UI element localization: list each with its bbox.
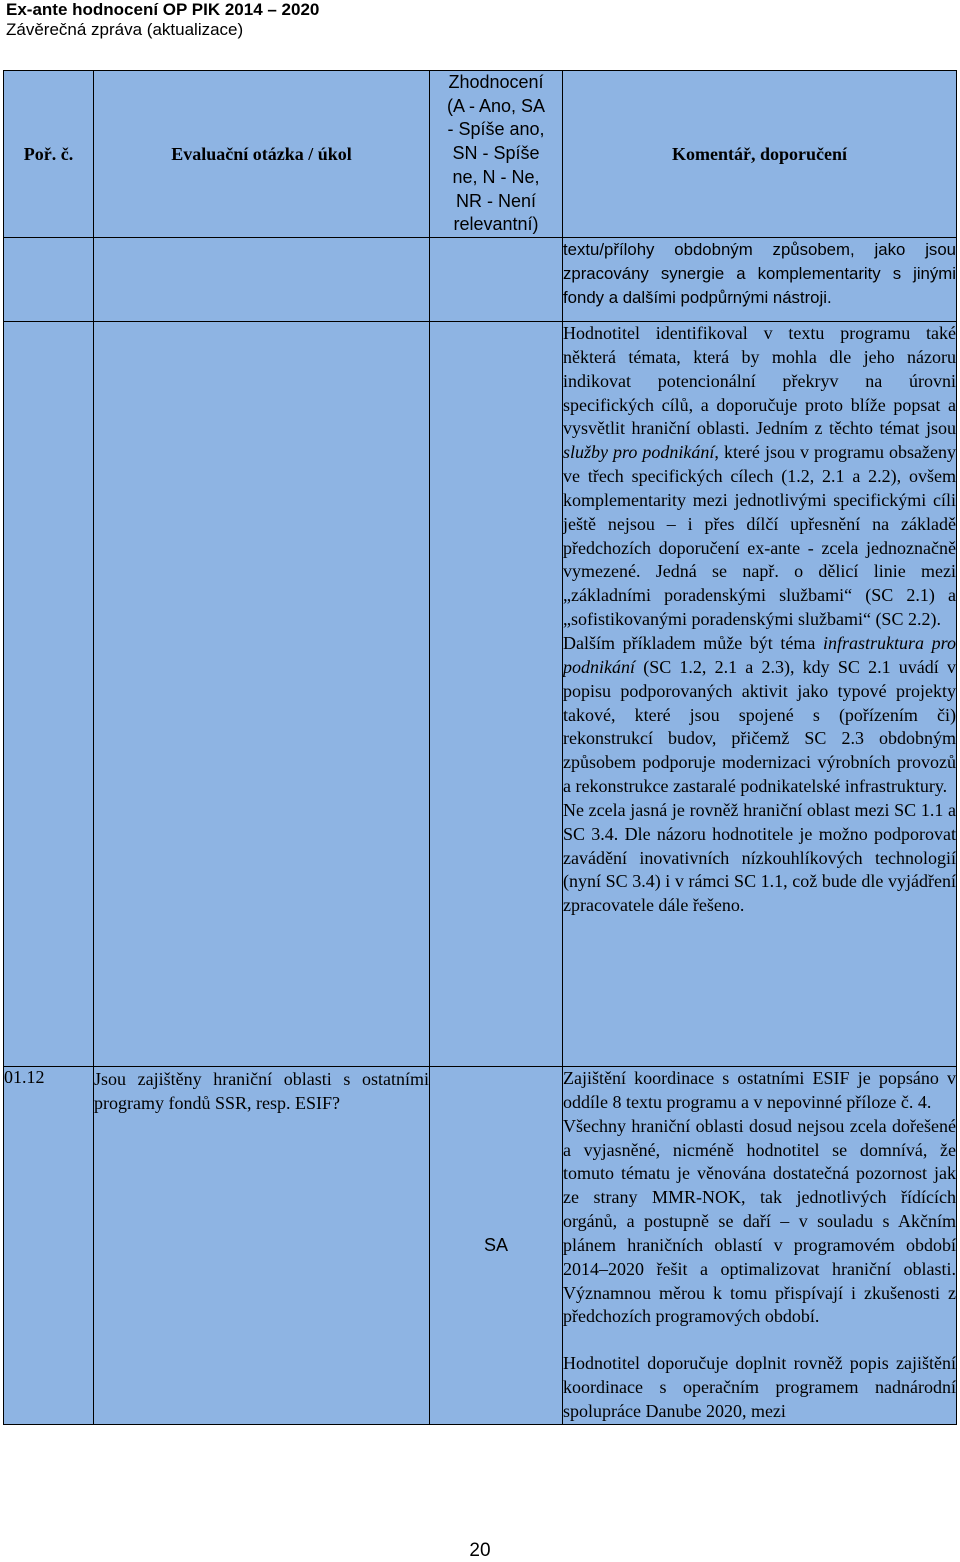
comment-paragraph: Hodnotitel doporučuje doplnit rovněž popis zajištění koordinace s operačním programem nadnárodní spolupráce Danube 2020, mezi — [563, 1353, 956, 1421]
cell-rating-empty — [430, 322, 563, 1067]
rating-header-line: Zhodnocení — [448, 72, 544, 93]
cell-comment — [563, 1067, 957, 1425]
comment-text: Dalším příkladem může být téma — [563, 632, 824, 653]
page-number: 20 — [469, 1540, 491, 1561]
cell-question: Jsou zajištěny hraniční oblasti s ostatními programy fondů SSR, resp. ESIF? — [94, 1067, 430, 1425]
comment-paragraph — [563, 322, 956, 632]
col-header-number: Poř. č. — [4, 71, 94, 238]
comment-text: , které jsou v programu obsaženy ve třech specifických cílech (1.2, 2.1 a 2.2), ovšem komplementarity mezi jednotlivými specifickými cíli ještě nejsou – i přes dílčí upřesnění na základě předchozích doporučení ex-ante - zcela jednoznačně vymezené. Jedná se např. o dělicí linie mezi „základními poradenskými službami“ (SC 2.1) a „sofistikovanými poradenskými službami“ (SC 2.2). — [563, 442, 957, 630]
col-header-rating — [430, 71, 563, 238]
rating-header-line: SN - Spíše — [452, 143, 540, 164]
document-title: Ex-ante hodnocení OP PIK 2014 – 2020 — [6, 0, 320, 19]
comment-paragraph: Zajištění koordinace s ostatními ESIF je popsáno v oddíle 8 textu programu a v nepovinné příloze č. 4. — [563, 1068, 956, 1112]
comment-paragraph: Ne zcela jasná je rovněž hraniční oblast mezi SC 1.1 a SC 3.4. Dle názoru hodnotitele je možno podporovat zavádění inovativních nízkouhlíkových technologií (nyní SC 3.4) i v rámci SC 1.1, což bude dle vyjádření zpracovatele dále řešeno. — [563, 799, 956, 916]
comment-paragraph: textu/přílohy obdobným způsobem, jako jsou zpracovány synergie a komplementarity s jinými fondy a dalšími podpůrnými nástroji. — [563, 240, 956, 307]
rating-header-line: (A - Ano, SA — [446, 95, 546, 116]
cell-rating-empty — [430, 238, 563, 322]
comment-paragraph — [563, 632, 956, 799]
comment-emphasis: infrastruktura pro podnikání — [563, 632, 956, 677]
table-row-continued — [4, 238, 957, 322]
document-subtitle: Závěrečná zpráva (aktualizace) — [6, 20, 244, 39]
paragraph-spacer — [563, 1329, 956, 1352]
rating-header-line: ne, N - Ne, — [452, 166, 540, 187]
cell-question-empty — [94, 238, 430, 322]
col-header-question: Evaluační otázka / úkol — [94, 71, 430, 238]
document-header — [6, 0, 319, 40]
cell-question-empty — [94, 322, 430, 1067]
comment-paragraph: Všechny hraniční oblasti dosud nejsou zcela dořešené a vyjasněné, nicméně hodnotitel se domnívá, že tomuto tématu je věnována dostatečná pozornost jak ze strany MMR-NOK, tak jednotlivých řídících orgánů, a postupně se daří – v souladu s Akčním plánem hraničních oblastí v programovém období 2014–2020 řešit a optimalizovat hraniční oblasti. Významnou měrou k tomu přispívají i zkušenosti z předchozích programových období. — [563, 1115, 956, 1327]
rating-header-line: relevantní) — [453, 214, 539, 235]
cell-comment-boundaries — [563, 322, 957, 1067]
rating-header-line: NR - Není — [455, 190, 536, 211]
table-row-boundaries — [4, 322, 957, 1067]
comment-text: (SC 1.2, 2.1 a 2.3), kdy SC 2.1 uvádí v popisu podporovaných aktivit jako typové projekty takové, které jsou spojené s (pořízením či) rekonstrukcí budov, přičemž SC 2.3 obdobným způsobem podporuje modernizaci výrobních provozů a rekonstrukce zastaralé podnikatelské infrastruktury. — [563, 656, 956, 797]
comment-emphasis: služby pro podnikání — [563, 442, 715, 463]
cell-num-empty — [4, 322, 94, 1067]
cell-rating: SA — [430, 1067, 563, 1425]
col-header-comment: Komentář, doporučení — [563, 71, 957, 238]
comment-text: Hodnotitel identifikoval v textu programu také některá témata, která by mohla dle jeho názoru indikovat potencionální překryv na úrovni specifických cílů, a doporučuje proto blíže popsat a vysvětlit hraniční oblasti. Jedním z těchto témat jsou — [563, 323, 956, 439]
cell-num-empty — [4, 238, 94, 322]
evaluation-table — [3, 70, 957, 1425]
table-header-row — [4, 71, 957, 238]
cell-comment-continued — [563, 238, 957, 322]
cell-num: 01.12 — [4, 1067, 94, 1425]
rating-header-line: - Spíše ano, — [447, 119, 545, 140]
table-row-0112 — [4, 1067, 957, 1425]
